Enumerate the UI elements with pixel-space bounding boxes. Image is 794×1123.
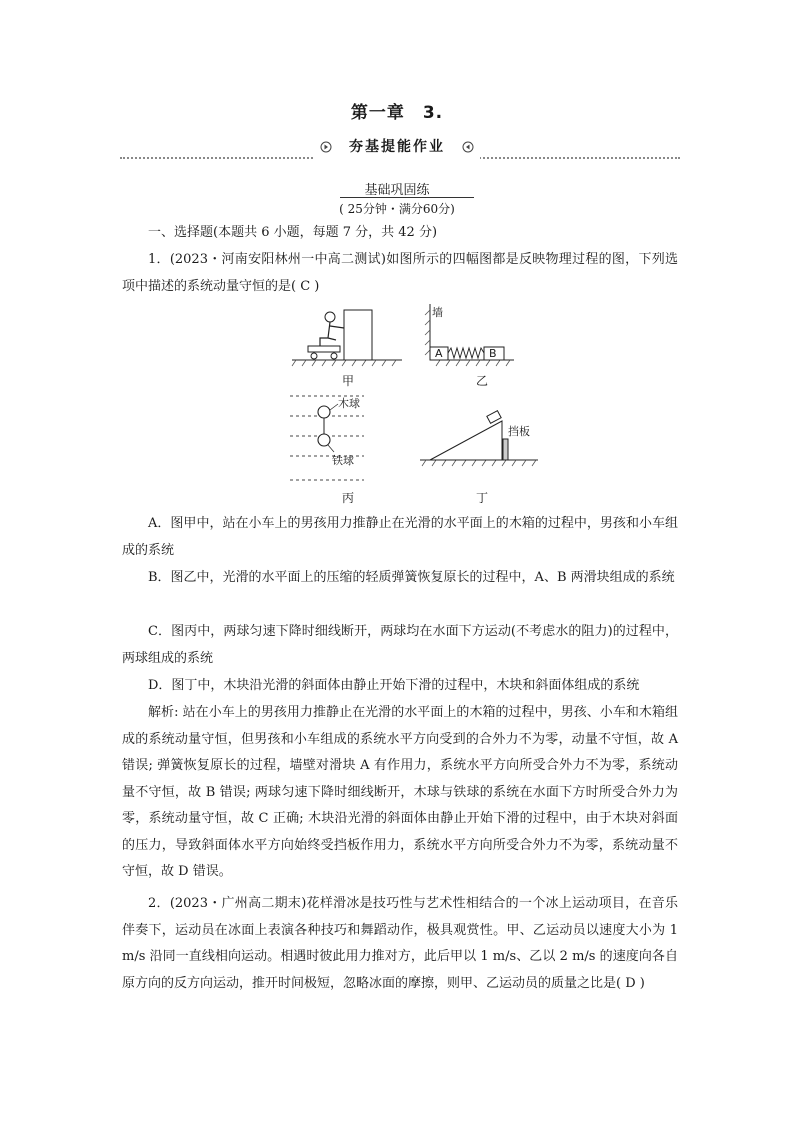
baffle-label: 挡板 bbox=[508, 425, 530, 438]
part-one-heading: 一、选择题(本题共 6 小题，每题 7 分，共 42 分) bbox=[148, 225, 438, 240]
wall-label: 墙 bbox=[432, 306, 443, 319]
question-1-option-b: B．图乙中，光滑的水平面上的压缩的轻质弹簧恢复原长的过程中，A、B 两滑块组成的系统 bbox=[148, 570, 675, 585]
block-b-label: B bbox=[489, 347, 497, 360]
figure-ding-label: 丁 bbox=[476, 491, 489, 505]
section-banner bbox=[318, 137, 476, 157]
question-2-stem: 2．(2023・广州高二期末)花样滑冰是技巧性与艺术性相结合的一个冰上运动项目，在音乐伴奏下，运动员在冰面上表演各种技巧和舞蹈动作，极具观赏性。甲、乙运动员以速度大小为 1 m/s 沿同一直线相向运动。相遇时彼此用力推对方，此后甲以 1 m/s、乙以 2 m/s 的速度向各自原方向的反方向运动，推开时间极短，忽略冰面的摩擦，则甲、乙运动员的质量之比是( D ) bbox=[122, 896, 678, 991]
section-title-underline bbox=[340, 197, 474, 198]
question-1-analysis: 解析: 站在小车上的男孩用力推静止在光滑的水平面上的木箱的过程中，男孩、小车和木箱组成的系统动量守恒，但男孩和小车组成的系统水平方向受到的合外力不为零，动量不守恒，故 A 错误; 弹簧恢复原长的过程，墙壁对滑块 A 有作用力，系统水平方向所受合外力不为零，系统动量不守恒，故 B 错误; 两球匀速下降时细线断开，木球与铁球的系统在水面下方时所受合外力为零，系统动量守恒，故 C 正确; 木块沿光滑的斜面体由静止开始下滑的过程中，由于木块对斜面的压力，导致斜面体水平方向始终受挡板作用力，系统水平方向所受合外力不为零，系统动量不守恒，故 D 错误。 bbox=[122, 705, 678, 879]
iron-ball-label: 铁球 bbox=[332, 454, 354, 467]
section-title: 基础巩固练 bbox=[364, 183, 430, 198]
figure-jia-label: 甲 bbox=[342, 374, 355, 388]
figure-bing-label: 丙 bbox=[342, 491, 355, 505]
time-score: ( 25分钟・满分60分) bbox=[339, 202, 455, 216]
question-1-option-c: C．图丙中，两球匀速下降时细线断开，两球均在水面下方运动(不考虑水的阻力)的过程中，两球组成的系统 bbox=[122, 624, 678, 666]
question-1-stem: 1．(2023・河南安阳林州一中高二测试)如图所示的四幅图都是反映物理过程的图，下列选项中描述的系统动量守恒的是( C ) bbox=[122, 252, 678, 294]
banner-title: 夯基提能作业 bbox=[349, 139, 445, 155]
figure-yi-label: 乙 bbox=[476, 374, 489, 388]
wood-ball-label: 木球 bbox=[338, 397, 360, 410]
question-1-option-d: D．图丁中，木块沿光滑的斜面体由静止开始下滑的过程中，木块和斜面体组成的系统 bbox=[148, 678, 640, 693]
chapter-title: 第一章 3. bbox=[350, 103, 444, 123]
left-arrow-icon bbox=[462, 141, 474, 153]
block-a-label: A bbox=[435, 347, 443, 360]
question-1-option-a: A．图甲中，站在小车上的男孩用力推静止在光滑的水平面上的木箱的过程中，男孩和小车组成的系统 bbox=[122, 516, 678, 558]
figure-jia-cart-diagram bbox=[290, 300, 405, 370]
